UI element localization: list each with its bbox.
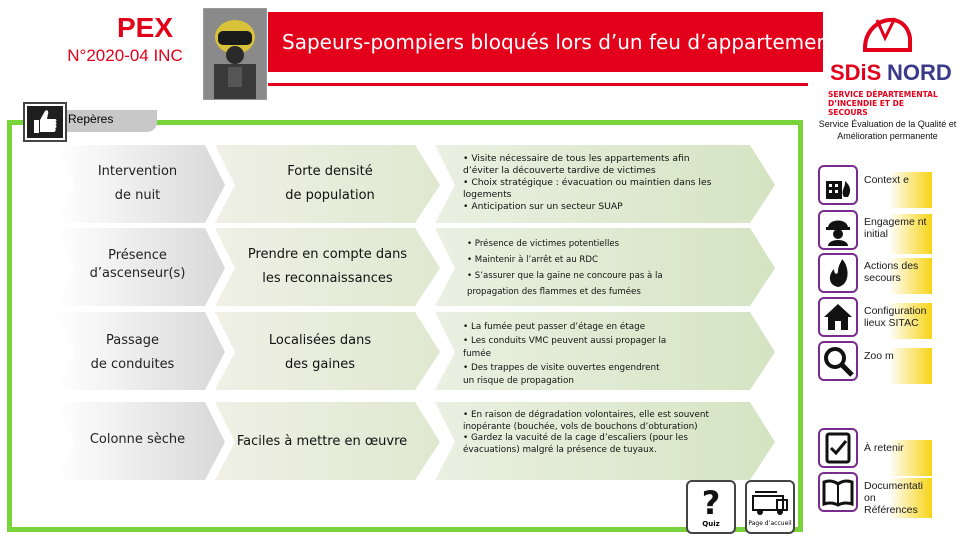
documentation-button[interactable] — [818, 472, 858, 512]
row-2-col-2: Prendre en compte dans les reconnaissances — [247, 247, 408, 286]
pex-number: N°2020-04 INC — [67, 46, 183, 65]
row-1-col-1: Intervention de nuit — [97, 164, 178, 203]
row-4-col-1: Colonne sèche — [89, 432, 186, 447]
svg-text:NORD: NORD — [887, 60, 952, 85]
magnifier-icon — [820, 343, 856, 379]
reperes-label: Repères — [68, 112, 114, 126]
svg-text:?: ? — [701, 484, 721, 522]
building-fire-icon — [820, 167, 856, 203]
initial-engagement-button[interactable] — [818, 210, 858, 250]
question-mark-icon — [688, 482, 734, 522]
flame-icon — [820, 255, 856, 291]
zoom-label[interactable]: Zoo m — [860, 348, 932, 384]
row-3-col-1: Passage de conduites — [90, 333, 175, 372]
site-configuration-label[interactable]: Configuration lieux SITAC — [860, 303, 932, 339]
firefighter-icon — [820, 212, 856, 248]
context-button[interactable] — [818, 165, 858, 205]
quiz-label: Quiz — [702, 520, 720, 528]
key-points-button[interactable] — [818, 428, 858, 468]
row-4-col-2: Faciles à mettre en œuvre — [236, 434, 408, 449]
rescue-actions-label[interactable]: Actions des secours — [860, 258, 932, 294]
row-3-col-3: • La fumée peut passer d’étage en étage • Les conduits VMC peuvent aussi propager la fumée • Des trappes de visite ouvertes engendrent un risque de propagation — [463, 322, 667, 386]
site-configuration-button[interactable] — [818, 297, 858, 337]
house-icon — [820, 299, 856, 335]
logo-subtitle: SERVICE DÉPARTEMENTAL D’INCENDIE ET DE SECOURS — [828, 90, 938, 117]
title-banner — [268, 12, 837, 72]
initial-engagement-label[interactable]: Engageme nt initial — [860, 214, 932, 254]
documentation-label[interactable]: Documentati on Références — [860, 478, 932, 518]
thumbs-up-icon — [25, 104, 65, 140]
home-label: Page d’accueil — [748, 520, 792, 527]
key-points-label[interactable]: À retenir — [860, 440, 932, 476]
checklist-icon — [820, 430, 856, 466]
zoom-button[interactable] — [818, 341, 858, 381]
svg-text:SDiS: SDiS — [830, 60, 882, 85]
pex-title: PEX — [116, 12, 174, 43]
fire-truck-icon — [747, 482, 793, 522]
row-4-col-3: • En raison de dégradation volontaires, elle est souvent inopérante (bouchée, vols de bouchons d’obturation) • Gardez la vacuité de la cage d’escaliers (pour les évacuations) malgré la présence de tuyaux. — [463, 410, 709, 455]
banner-underline — [268, 83, 808, 86]
rescue-actions-button[interactable] — [818, 253, 858, 293]
row-1-col-3: • Visite nécessaire de tous les appartements afin d’éviter la découverte tardive de victimes • Choix stratégique : évacuation ou maintien dans les logements • Anticipation sur un secteur SUAP — [463, 153, 712, 212]
context-label[interactable]: Context e — [860, 172, 932, 208]
banner-title: Sapeurs-pompiers bloqués lors d’un feu d’appartement — [282, 30, 837, 54]
row-3-col-2: Localisées dans des gaines — [268, 333, 372, 372]
service-label: Service Évaluation de la Qualité et Amélioration permanente — [818, 119, 957, 141]
row-2-col-1: Présence d’ascenseur(s) — [89, 248, 186, 281]
row-1-col-2: Forte densité de population — [285, 164, 375, 203]
row-2-col-3: • Présence de victimes potentielles • Maintenir à l’arrêt et au RDC • S’assurer que la gaine ne concoure pas à la propagation des flammes et des fumées — [467, 239, 663, 297]
book-icon — [820, 474, 856, 510]
firefighter-photo — [203, 8, 267, 100]
